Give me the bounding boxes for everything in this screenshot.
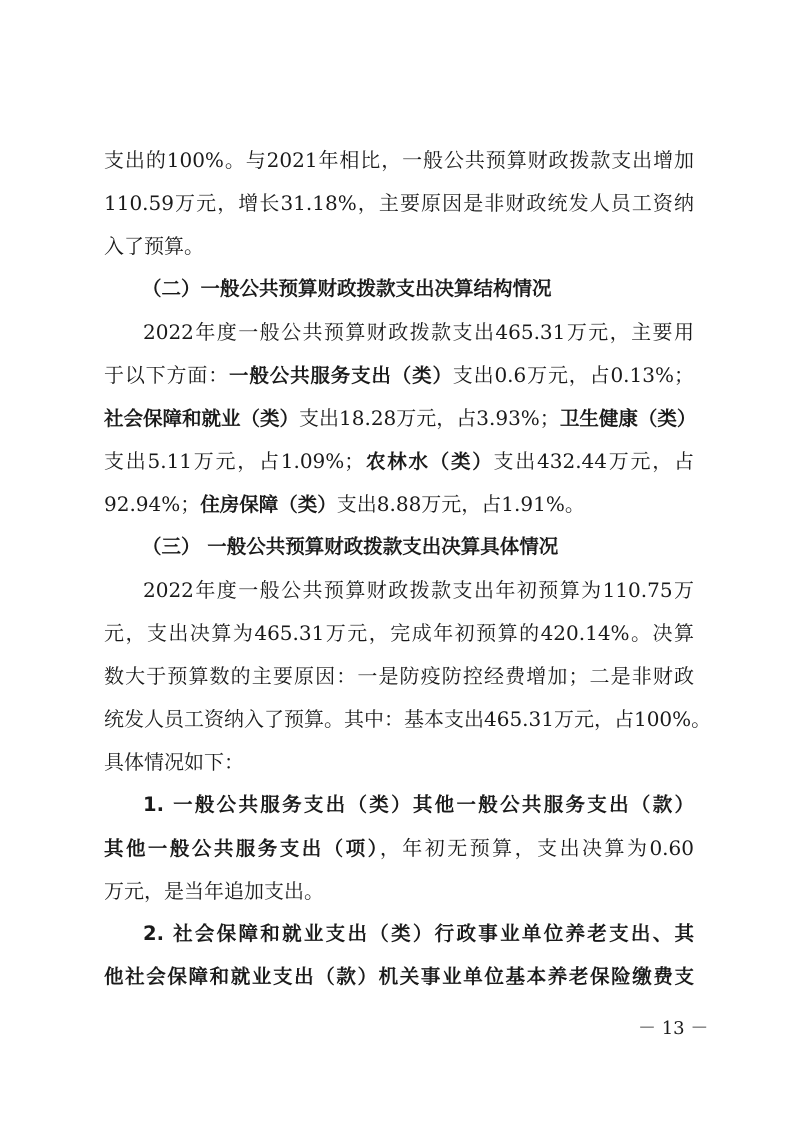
item-heading: 2. 社会保障和就业支出（类）行政事业单位养老支出、其 — [143, 922, 694, 945]
text-run: 支出8.88万元，占1.91%。 — [336, 492, 585, 516]
bold-category: 社会保障和就业（类） — [104, 407, 300, 430]
section-heading: （三） 一般公共预算财政拨款支出决算具体情况 — [142, 535, 559, 558]
body-line: 支出的100%。与2021年相比，一般公共预算财政拨款支出增加 — [104, 148, 694, 172]
body-line — [104, 834, 694, 863]
body-line: 数大于预算数的主要原因：一是防疫防控经费增加；二是非财政 — [104, 664, 694, 688]
item-heading: 他社会保障和就业支出（款）机关事业单位基本养老保险缴费支 — [104, 965, 694, 988]
body-line: 入了预算。 — [104, 234, 204, 258]
bold-category: 住房保障（类） — [200, 493, 337, 516]
body-line — [104, 361, 694, 390]
text-run: 支出0.6万元，占0.13%； — [452, 363, 694, 387]
body-line: 具体情况如下： — [104, 750, 244, 774]
section-heading: （二）一般公共预算财政拨款支出决算结构情况 — [142, 277, 552, 300]
body-line: 2022年度一般公共预算财政拨款支出年初预算为110.75万 — [143, 578, 694, 602]
text-run: 支出5.11万元，占1.09%； — [104, 449, 365, 473]
body-line — [104, 447, 694, 476]
text-run: 支出432.44万元，占 — [493, 449, 694, 473]
bold-category: 一般公共服务支出（类） — [229, 364, 453, 387]
page-number: － 13 － — [638, 1018, 709, 1039]
item-heading: 1. 一般公共服务支出（类）其他一般公共服务支出（款） — [143, 793, 694, 816]
body-line: 2022年度一般公共预算财政拨款支出465.31万元，主要用 — [143, 320, 694, 344]
body-line: 元，支出决算为465.31万元，完成年初预算的420.14%。决算 — [104, 621, 694, 645]
body-line — [104, 404, 697, 433]
body-line: 110.59万元，增长31.18%，主要原因是非财政统发人员工资纳 — [104, 191, 694, 215]
text-run: 支出18.28万元，占3.93%； — [299, 406, 560, 430]
text-run: 于以下方面： — [104, 363, 230, 387]
body-line: 万元，是当年追加支出。 — [104, 879, 324, 903]
body-line: 统发人员工资纳入了预算。其中：基本支出465.31万元，占100%。 — [104, 707, 712, 731]
text-run: ，年初无预算，支出决算为0.60 — [379, 836, 694, 860]
bold-category: 其他一般公共服务支出（项） — [104, 837, 380, 860]
bold-category: 卫生健康（类） — [559, 407, 697, 430]
bold-category: 农林水（类） — [364, 450, 494, 473]
text-run: 92.94%； — [104, 492, 201, 516]
body-line — [104, 490, 694, 519]
